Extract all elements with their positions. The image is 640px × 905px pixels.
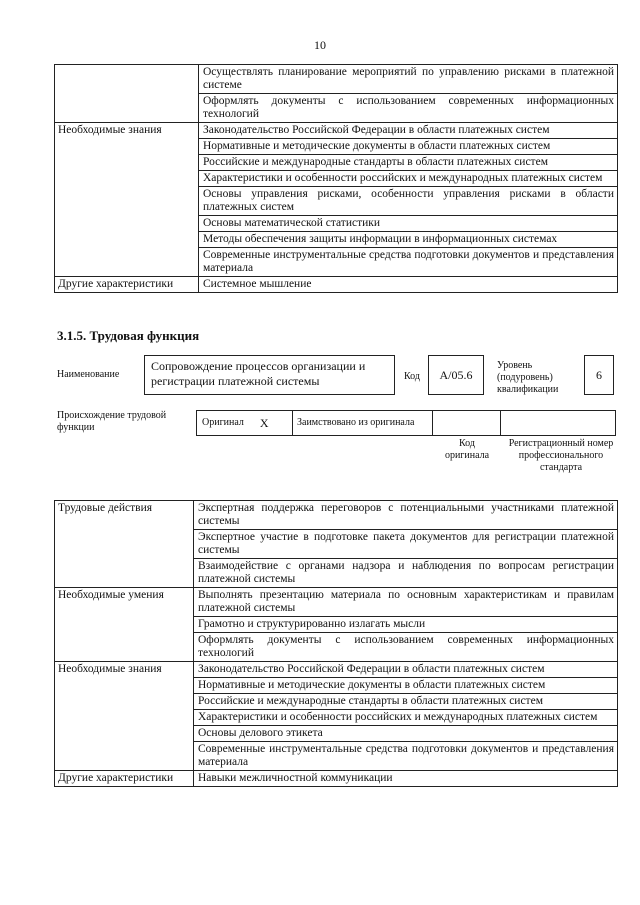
code-original-caption: Код оригинала — [444, 438, 490, 461]
knowledge-table-continued — [54, 64, 618, 293]
description-cell: Российские и международные стандарты в области платежных систем — [199, 155, 618, 171]
registration-number-caption: Регистрационный номер профессионального стандарта — [508, 438, 614, 473]
function-code-field: A/05.6 — [428, 355, 484, 395]
description-cell: Выполнять презентацию материала по основным характеристикам и правилам платежной системы — [194, 588, 618, 617]
original-code-cell — [433, 411, 501, 435]
description-cell: Характеристики и особенности российских и международных платежных систем — [194, 710, 618, 726]
description-cell: Современные инструментальные средства подготовки документов и представления материала — [194, 742, 618, 771]
description-cell: Российские и международные стандарты в области платежных систем — [194, 694, 618, 710]
category-cell: Необходимые умения — [55, 588, 194, 662]
original-cell — [197, 411, 293, 435]
page-number: 10 — [314, 38, 326, 52]
borrowed-label: Заимствовано из оригинала — [297, 417, 415, 428]
table-row — [55, 65, 618, 94]
table-row — [55, 662, 618, 678]
table-row — [55, 501, 618, 530]
function-name-field: Сопровождение процессов организации и регистрации платежной системы — [144, 355, 395, 395]
description-cell: Характеристики и особенности российских и международных платежных систем — [199, 171, 618, 187]
description-cell: Оформлять документы с использованием современных информационных технологий — [199, 94, 618, 123]
category-cell: Другие характеристики — [55, 277, 199, 293]
description-cell: Основы делового этикета — [194, 726, 618, 742]
description-cell: Экспертная поддержка переговоров с потенциальными участниками платежной системы — [194, 501, 618, 530]
description-cell: Системное мышление — [199, 277, 618, 293]
description-cell: Взаимодействие с органами надзора и наблюдения по вопросам регистрации платежной системы — [194, 559, 618, 588]
code-label: Код — [404, 371, 420, 382]
table-row — [55, 123, 618, 139]
table-row — [55, 277, 618, 293]
description-cell: Экспертное участие в подготовке пакета документов для регистрации платежной системы — [194, 530, 618, 559]
description-cell: Оформлять документы с использованием современных информационных технологий — [194, 633, 618, 662]
section-title: 3.1.5. Трудовая функция — [57, 328, 200, 343]
origin-table — [196, 410, 616, 436]
description-cell: Современные инструментальные средства подготовки документов и представления материала — [199, 248, 618, 277]
category-cell: Необходимые знания — [55, 123, 199, 277]
original-label: Оригинал — [202, 417, 244, 428]
name-label: Наименование — [57, 369, 120, 380]
table-row — [55, 588, 618, 617]
description-cell: Грамотно и структурированно излагать мысли — [194, 617, 618, 633]
description-cell: Нормативные и методические документы в области платежных систем — [199, 139, 618, 155]
description-cell: Основы математической статистики — [199, 216, 618, 232]
description-cell: Основы управления рисками, особенности управления рисками в области платежных систем — [199, 187, 618, 216]
description-cell: Законодательство Российской Федерации в области платежных систем — [194, 662, 618, 678]
category-cell: Другие характеристики — [55, 771, 194, 787]
origin-label: Происхождение трудовой функции — [57, 410, 167, 433]
labor-function-table — [54, 500, 618, 787]
table-row — [55, 771, 618, 787]
original-mark: X — [259, 415, 269, 430]
qualification-level-field: 6 — [584, 355, 614, 395]
description-cell: Нормативные и методические документы в области платежных систем — [194, 678, 618, 694]
borrowed-cell — [293, 411, 433, 435]
description-cell: Методы обеспечения защиты информации в информационных системах — [199, 232, 618, 248]
category-cell — [55, 65, 199, 123]
description-cell: Осуществлять планирование мероприятий по управлению рисками в платежной системе — [199, 65, 618, 94]
registration-number-cell — [501, 411, 615, 435]
level-label: Уровень (подуровень) квалификации — [497, 360, 559, 395]
description-cell: Навыки межличностной коммуникации — [194, 771, 618, 787]
category-cell: Необходимые знания — [55, 662, 194, 771]
category-cell: Трудовые действия — [55, 501, 194, 588]
description-cell: Законодательство Российской Федерации в области платежных систем — [199, 123, 618, 139]
